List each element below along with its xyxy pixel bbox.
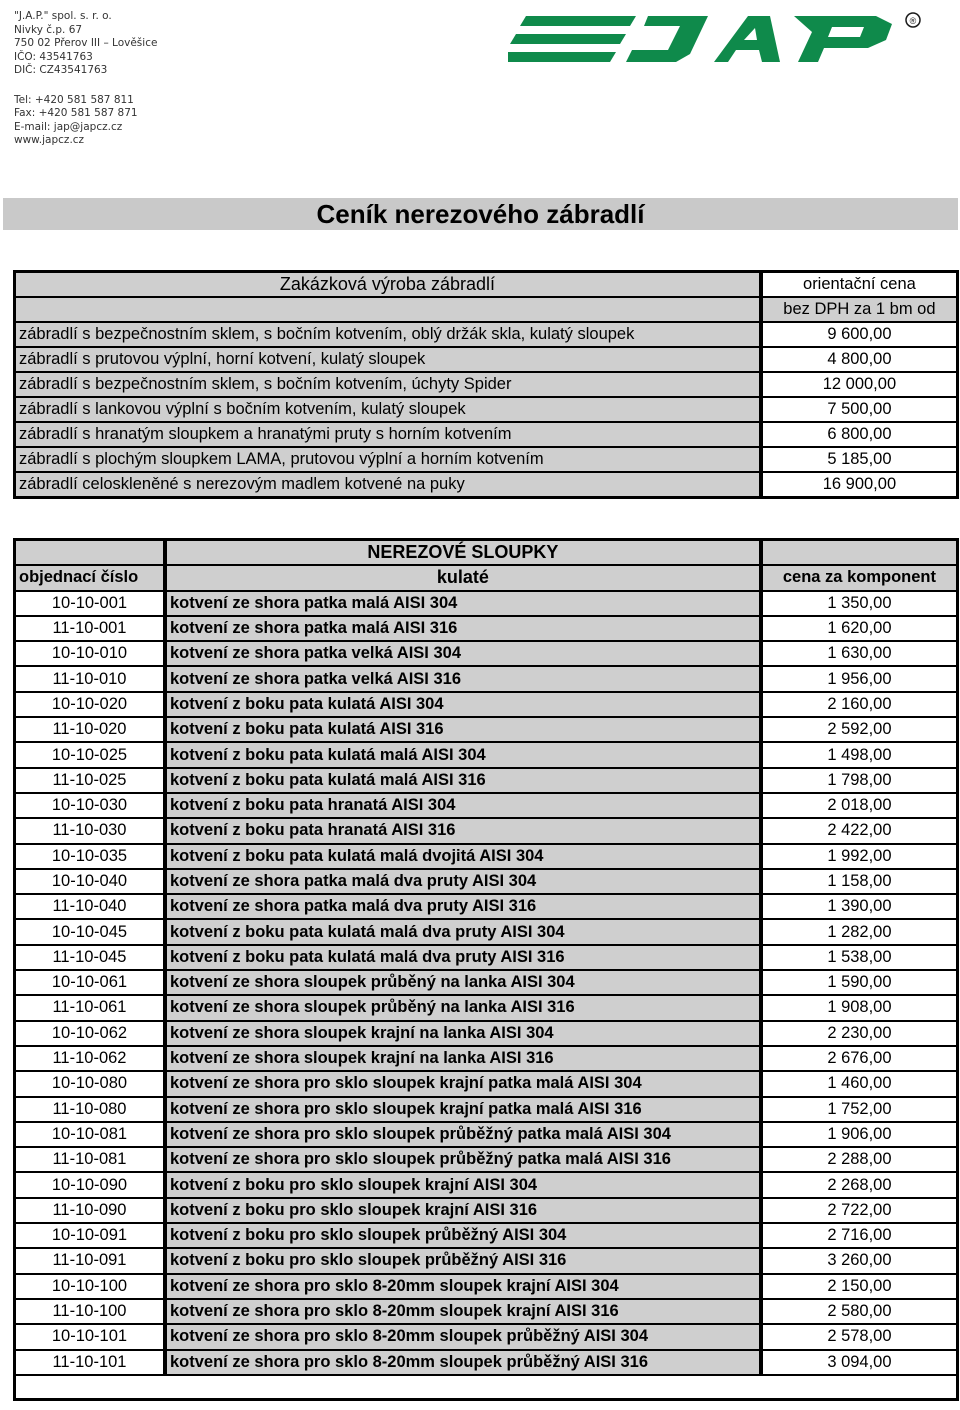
post-description: kotvení ze shora pro sklo sloupek krajní patka malá AISI 316 (165, 1097, 761, 1122)
railing-price: 6 800,00 (761, 422, 958, 447)
post-description: kotvení z boku pata kulatá malá AISI 316 (165, 768, 761, 793)
post-description: kotvení ze shora sloupek průběný na lanka AISI 304 (165, 970, 761, 995)
order-number: 10-10-091 (15, 1223, 165, 1248)
component-price: 2 160,00 (761, 692, 958, 717)
company-info (14, 10, 157, 148)
order-number: 11-10-090 (15, 1198, 165, 1223)
order-number: 10-10-001 (15, 591, 165, 616)
component-price: 1 350,00 (761, 591, 958, 616)
custom-railing-table (13, 270, 959, 499)
order-number: 10-10-030 (15, 793, 165, 818)
post-description: kotvení z boku pata kulatá malá dva pruty AISI 316 (165, 945, 761, 970)
price-header-line-2: bez DPH za 1 bm od (761, 297, 958, 322)
component-price-header: cena za komponent (761, 565, 958, 590)
jap-logo (508, 10, 928, 66)
railing-description: zábradlí s prutovou výplní, horní kotvení, kulatý sloupek (15, 347, 761, 372)
component-price: 2 580,00 (761, 1299, 958, 1324)
company-ico: IČO: 43541763 (14, 50, 93, 63)
railing-price: 16 900,00 (761, 472, 958, 498)
posts-subtitle: kulaté (165, 565, 761, 590)
railing-price: 7 500,00 (761, 397, 958, 422)
order-number-header: objednací číslo (15, 565, 165, 590)
table-row (15, 1097, 958, 1122)
post-description: kotvení z boku pata kulatá AISI 316 (165, 717, 761, 742)
component-price: 1 908,00 (761, 995, 958, 1020)
order-number: 10-10-101 (15, 1324, 165, 1349)
order-number: 11-10-040 (15, 894, 165, 919)
table-row (15, 768, 958, 793)
registered-mark: ® (909, 16, 917, 26)
railing-price: 4 800,00 (761, 347, 958, 372)
order-number: 10-10-020 (15, 692, 165, 717)
post-description: kotvení ze shora sloupek krajní na lanka AISI 316 (165, 1046, 761, 1071)
order-number: 11-10-061 (15, 995, 165, 1020)
order-number: 10-10-080 (15, 1071, 165, 1096)
company-name: "J.A.P." spol. s. r. o. (14, 10, 112, 22)
custom-railing-header: Zakázková výroba zábradlí (15, 272, 761, 298)
company-tel: Tel: +420 581 587 811 (14, 93, 134, 106)
post-description: kotvení ze shora pro sklo sloupek průběžný patka malá AISI 304 (165, 1122, 761, 1147)
component-price: 2 422,00 (761, 818, 958, 843)
component-price: 1 956,00 (761, 666, 958, 691)
company-address-2: 750 02 Přerov III – Lověšice (14, 37, 158, 49)
custom-railing-header-blank (15, 297, 761, 322)
post-description: kotvení ze shora patka velká AISI 304 (165, 641, 761, 666)
table-row (15, 742, 958, 767)
table-row (15, 1350, 958, 1375)
post-description: kotvení z boku pro sklo sloupek krajní AISI 304 (165, 1172, 761, 1197)
component-price: 1 158,00 (761, 869, 958, 894)
table-row (15, 472, 958, 498)
table-row (15, 1122, 958, 1147)
table-row (15, 919, 958, 944)
post-description: kotvení ze shora patka malá dva pruty AISI 316 (165, 894, 761, 919)
post-description: kotvení z boku pro sklo sloupek krajní AISI 316 (165, 1198, 761, 1223)
company-email: E-mail: jap@japcz.cz (14, 120, 123, 133)
order-number: 11-10-025 (15, 768, 165, 793)
railing-description: zábradlí s lankovou výplní s bočním kotvením, kulatý sloupek (15, 397, 761, 422)
post-description: kotvení ze shora pro sklo 8-20mm sloupek krajní AISI 304 (165, 1274, 761, 1299)
post-description: kotvení ze shora pro sklo sloupek průběžný patka malá AISI 316 (165, 1147, 761, 1172)
railing-description: zábradlí s bezpečnostním sklem, s bočním kotvením, úchyty Spider (15, 372, 761, 397)
railing-description: zábradlí s hranatým sloupkem a hranatými pruty s horním kotvením (15, 422, 761, 447)
table-row (15, 666, 958, 691)
component-price: 1 538,00 (761, 945, 958, 970)
company-fax: Fax: +420 581 587 871 (14, 107, 138, 119)
component-price: 1 906,00 (761, 1122, 958, 1147)
component-price: 2 018,00 (761, 793, 958, 818)
table-row (15, 995, 958, 1020)
component-price: 1 460,00 (761, 1071, 958, 1096)
railing-price: 5 185,00 (761, 447, 958, 472)
code-header-blank (15, 540, 165, 566)
post-description: kotvení ze shora pro sklo sloupek krajní patka malá AISI 304 (165, 1071, 761, 1096)
table-row (15, 717, 958, 742)
company-dic: DIČ: CZ43541763 (14, 64, 108, 76)
order-number: 11-10-080 (15, 1097, 165, 1122)
component-price: 2 676,00 (761, 1046, 958, 1071)
order-number: 11-10-020 (15, 717, 165, 742)
order-number: 11-10-010 (15, 666, 165, 691)
table-row (15, 447, 958, 472)
post-description: kotvení z boku pro sklo sloupek průběžný AISI 304 (165, 1223, 761, 1248)
post-description: kotvení z boku pro sklo sloupek průběžný AISI 316 (165, 1248, 761, 1273)
order-number: 11-10-045 (15, 945, 165, 970)
component-price: 1 390,00 (761, 894, 958, 919)
component-price: 2 288,00 (761, 1147, 958, 1172)
table-row (15, 844, 958, 869)
table-row (15, 692, 958, 717)
empty-cell (15, 1375, 958, 1400)
table-row (15, 591, 958, 616)
table-row (15, 616, 958, 641)
table-row (15, 1172, 958, 1197)
table-row (15, 372, 958, 397)
table-row (15, 347, 958, 372)
component-price: 2 230,00 (761, 1021, 958, 1046)
post-description: kotvení z boku pata kulatá AISI 304 (165, 692, 761, 717)
table-row (15, 945, 958, 970)
table-row (15, 970, 958, 995)
order-number: 10-10-045 (15, 919, 165, 944)
company-address-1: Nivky č.p. 67 (14, 23, 83, 36)
price-header-line-1: orientační cena (761, 272, 958, 298)
post-description: kotvení z boku pata hranatá AISI 316 (165, 818, 761, 843)
table-row (15, 1223, 958, 1248)
table-row (15, 1198, 958, 1223)
table-row (15, 1147, 958, 1172)
order-number: 11-10-100 (15, 1299, 165, 1324)
component-price: 2 578,00 (761, 1324, 958, 1349)
component-price: 2 722,00 (761, 1198, 958, 1223)
order-number: 10-10-081 (15, 1122, 165, 1147)
order-number: 10-10-090 (15, 1172, 165, 1197)
order-number: 10-10-040 (15, 869, 165, 894)
component-price: 1 798,00 (761, 768, 958, 793)
component-price: 1 282,00 (761, 919, 958, 944)
order-number: 10-10-010 (15, 641, 165, 666)
post-description: kotvení ze shora pro sklo 8-20mm sloupek průběžný AISI 316 (165, 1350, 761, 1375)
component-price: 2 592,00 (761, 717, 958, 742)
order-number: 11-10-030 (15, 818, 165, 843)
component-price: 3 094,00 (761, 1350, 958, 1375)
post-description: kotvení ze shora sloupek krajní na lanka AISI 304 (165, 1021, 761, 1046)
post-description: kotvení ze shora pro sklo 8-20mm sloupek průběžný AISI 304 (165, 1324, 761, 1349)
order-number: 11-10-062 (15, 1046, 165, 1071)
post-description: kotvení ze shora pro sklo 8-20mm sloupek krajní AISI 316 (165, 1299, 761, 1324)
order-number: 10-10-025 (15, 742, 165, 767)
table-row (15, 894, 958, 919)
component-price: 1 752,00 (761, 1097, 958, 1122)
table-row (15, 1248, 958, 1273)
railing-description: zábradlí s plochým sloupkem LAMA, prutovou výplní a horním kotvením (15, 447, 761, 472)
table-row (15, 641, 958, 666)
railing-description: zábradlí s bezpečnostním sklem, s bočním kotvením, oblý držák skla, kulatý sloupek (15, 322, 761, 347)
component-price: 1 498,00 (761, 742, 958, 767)
company-web: www.japcz.cz (14, 134, 85, 146)
table-row (15, 793, 958, 818)
price-header-blank (761, 540, 958, 566)
page-title: Ceník nerezového zábradlí (3, 198, 958, 230)
order-number: 10-10-062 (15, 1021, 165, 1046)
order-number: 11-10-091 (15, 1248, 165, 1273)
post-description: kotvení ze shora patka malá AISI 304 (165, 591, 761, 616)
order-number: 11-10-001 (15, 616, 165, 641)
table-row (15, 1071, 958, 1096)
table-row (15, 422, 958, 447)
post-description: kotvení z boku pata hranatá AISI 304 (165, 793, 761, 818)
post-description: kotvení z boku pata kulatá malá dvojitá AISI 304 (165, 844, 761, 869)
order-number: 11-10-081 (15, 1147, 165, 1172)
railing-price: 12 000,00 (761, 372, 958, 397)
post-description: kotvení z boku pata kulatá malá AISI 304 (165, 742, 761, 767)
table-row (15, 1274, 958, 1299)
component-price: 2 268,00 (761, 1172, 958, 1197)
posts-section-title: NEREZOVÉ SLOUPKY (165, 540, 761, 566)
posts-table (13, 538, 959, 1401)
order-number: 10-10-061 (15, 970, 165, 995)
railing-price: 9 600,00 (761, 322, 958, 347)
post-description: kotvení ze shora sloupek průběný na lanka AISI 316 (165, 995, 761, 1020)
order-number: 10-10-035 (15, 844, 165, 869)
post-description: kotvení ze shora patka malá AISI 316 (165, 616, 761, 641)
table-row (15, 1299, 958, 1324)
component-price: 2 150,00 (761, 1274, 958, 1299)
table-row (15, 1021, 958, 1046)
component-price: 2 716,00 (761, 1223, 958, 1248)
component-price: 3 260,00 (761, 1248, 958, 1273)
post-description: kotvení ze shora patka malá dva pruty AISI 304 (165, 869, 761, 894)
table-row (15, 1324, 958, 1349)
post-description: kotvení ze shora patka velká AISI 316 (165, 666, 761, 691)
component-price: 1 992,00 (761, 844, 958, 869)
order-number: 11-10-101 (15, 1350, 165, 1375)
component-price: 1 630,00 (761, 641, 958, 666)
table-row (15, 1046, 958, 1071)
railing-description: zábradlí celoskleněné s nerezovým madlem kotvené na puky (15, 472, 761, 498)
component-price: 1 620,00 (761, 616, 958, 641)
table-row (15, 869, 958, 894)
component-price: 1 590,00 (761, 970, 958, 995)
table-row (15, 322, 958, 347)
table-row (15, 818, 958, 843)
order-number: 10-10-100 (15, 1274, 165, 1299)
empty-row (15, 1375, 958, 1400)
table-row (15, 397, 958, 422)
post-description: kotvení z boku pata kulatá malá dva pruty AISI 304 (165, 919, 761, 944)
